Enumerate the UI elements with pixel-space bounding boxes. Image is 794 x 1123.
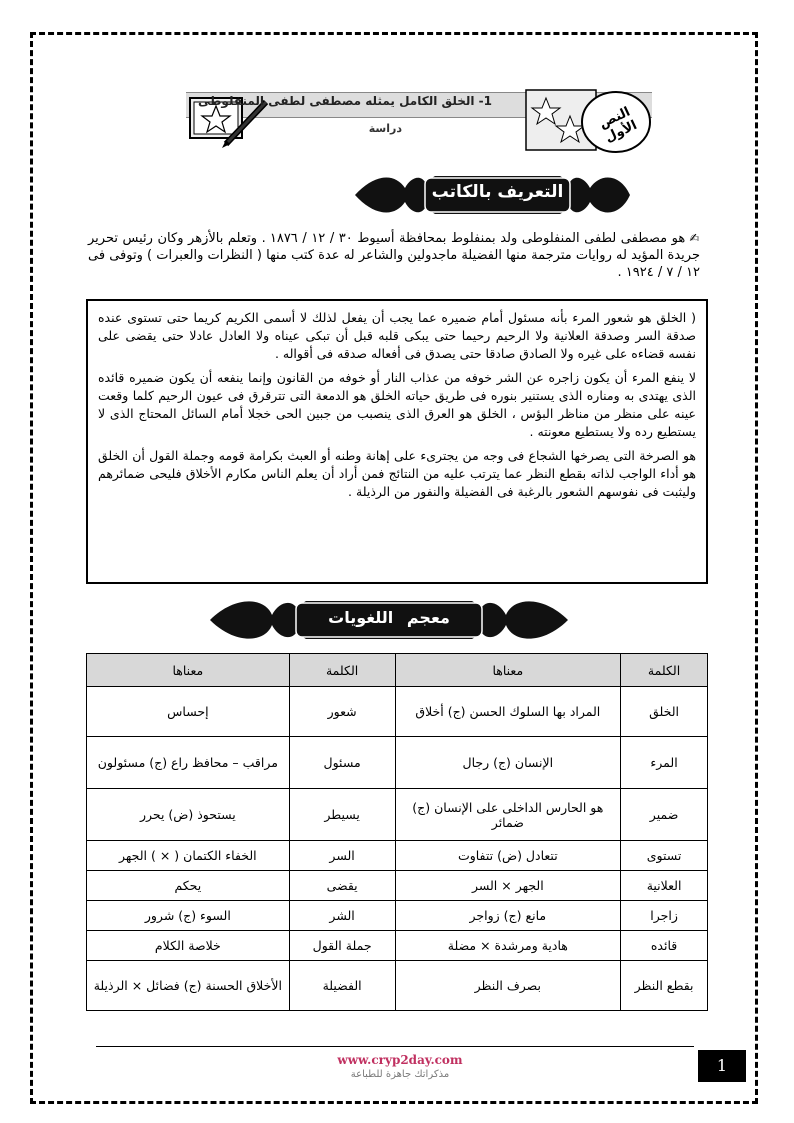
lesson-subtitle: دراسة [368, 122, 402, 135]
table-cell: الإنسان (ج) رجال [395, 737, 621, 789]
title-banner [186, 88, 652, 154]
table-cell: خلاصة الكلام [87, 931, 290, 961]
footer-tagline: مذكراتك جاهزة للطباعة [350, 1069, 450, 1080]
text-paragraph: هو الصرخة التى يصرخها الشجاع فى وجه من يجترىء على إهانة وطنه أو العبث بكرامة قومه وجملة القول أن الخلق هو أداء الواجب لذاته بقطع النظر عما يترتب عليه من النتائج فمن أراد أن يعلم الناس مكارم الأخلاق فليحى ضمائرهم وليثبت فى نفوسهم الشعور بالرغبة فى الفضيلة والنفور من الرذيلة . [98, 448, 696, 499]
lesson-badge [524, 88, 652, 154]
table-cell: العلانية [621, 871, 708, 901]
table-cell: الفضيلة [289, 961, 395, 1011]
table-row [87, 737, 708, 789]
table-cell: يستحوذ (ض) يحرر [87, 789, 290, 841]
column-header: الكلمة [621, 654, 708, 687]
column-header: معناها [395, 654, 621, 687]
text-paragraph: ( الخلق هو شعور المرء بأنه مسئول أمام ضميره عما يجب أن يفعل لذلك لا أسمى الكريم كريما حتى تستوى عنده صدقة السر وصدقة العلانية ولا الرحيم رحيما حتى يبكى قلبه قبل أن تبكى عيناه ولا العادل عادلا حتى يقضى على نفسه قضاءه على غيره ولا الصادق صادقا حتى يصدق فى أفعاله صدقه فى أقواله . [98, 310, 696, 361]
about-author-title: التعريف بالكاتب [431, 182, 564, 202]
page-number: 1 [698, 1050, 746, 1082]
table-row [87, 841, 708, 871]
table-cell: يسيطر [289, 789, 395, 841]
table-cell: يقضى [289, 871, 395, 901]
footer-url[interactable]: www.cryp2day.com [337, 1053, 463, 1067]
table-cell: مانع (ج) زواجر [395, 901, 621, 931]
author-bio [88, 230, 700, 281]
table-cell: الشر [289, 901, 395, 931]
table-row [87, 901, 708, 931]
table-cell: مسئول [289, 737, 395, 789]
table-cell: مراقب – محافظ راع (ج) مسئولون [87, 737, 290, 789]
table-cell: تستوى [621, 841, 708, 871]
vocabulary-title: معجم اللغويات [328, 608, 450, 627]
vocabulary-heading [210, 593, 568, 647]
table-cell: ضمير [621, 789, 708, 841]
table-cell: تتعادل (ض) تتفاوت [395, 841, 621, 871]
table-cell: هو الحارس الداخلى على الإنسان (ج) ضمائر [395, 789, 621, 841]
table-cell: جملة القول [289, 931, 395, 961]
column-header: معناها [87, 654, 290, 687]
table-cell: الأخلاق الحسنة (ج) فضائل × الرذيلة [87, 961, 290, 1011]
table-cell: بصرف النظر [395, 961, 621, 1011]
text-paragraph: لا ينفع المرء أن يكون زاجره عن الشر خوفه من عذاب النار أو خوفه من القانون وإنما ينفعه أن يكون ضميره قائده الذى يهتدى به ومناره الذى يستنير بنوره فى طريق حياته الخلق هو الدمعة التى تترقرق فى عيون الرحيم كلما وقعت عينه على منظر من مناظر البؤس ، الخلق هو العرق الذى ينصبب من جبين الحى خجلا أمام السائل المحتاج الذى لا يستطيع رده ولا يستطيع معونته . [98, 370, 696, 439]
table-row [87, 789, 708, 841]
table-cell: شعور [289, 687, 395, 737]
footer-divider [96, 1046, 694, 1047]
lesson-badge-text: النص الأول [596, 104, 640, 146]
table-row [87, 871, 708, 901]
table-row [87, 931, 708, 961]
author-bio-text: هو مصطفى لطفى المنفلوطى ولد بمنفلوط بمحافظة أسيوط ٣٠ / ١٢ / ١٨٧٦ . وتعلم بالأزهر وكان رئيس تحرير جريدة المؤيد له روايات مترجمة منها الفضيلة ماجدولين والشاعر له عدة كتب منها ( النظرات والعبرات ) وتوفى فى ١٢ / ٧ / ١٩٢٤ . [88, 231, 700, 280]
column-header: الكلمة [289, 654, 395, 687]
table-cell: المرء [621, 737, 708, 789]
text-box [86, 299, 708, 584]
table-cell: هادية ومرشدة × مضلة [395, 931, 621, 961]
table-cell: زاجرا [621, 901, 708, 931]
table-row [87, 687, 708, 737]
table-cell: الجهر × السر [395, 871, 621, 901]
table-cell: الخفاء الكتمان ( × ) الجهر [87, 841, 290, 871]
vocabulary-table [86, 653, 708, 1011]
table-cell: إحساس [87, 687, 290, 737]
table-cell: السر [289, 841, 395, 871]
table-cell: المراد بها السلوك الحسن (ج) أخلاق [395, 687, 621, 737]
table-header-row [87, 654, 708, 687]
table-cell: السوء (ج) شرور [87, 901, 290, 931]
about-author-heading [355, 168, 630, 222]
table-row [87, 961, 708, 1011]
table-cell: قائده [621, 931, 708, 961]
table-cell: الخلق [621, 687, 708, 737]
lesson-title: 1- الخلق الكامل يمثله مصطفى لطفى المنفلوطى [197, 94, 492, 108]
pen-bullet-icon: ✍ [685, 231, 700, 245]
table-cell: يحكم [87, 871, 290, 901]
table-cell: بقطع النظر [621, 961, 708, 1011]
